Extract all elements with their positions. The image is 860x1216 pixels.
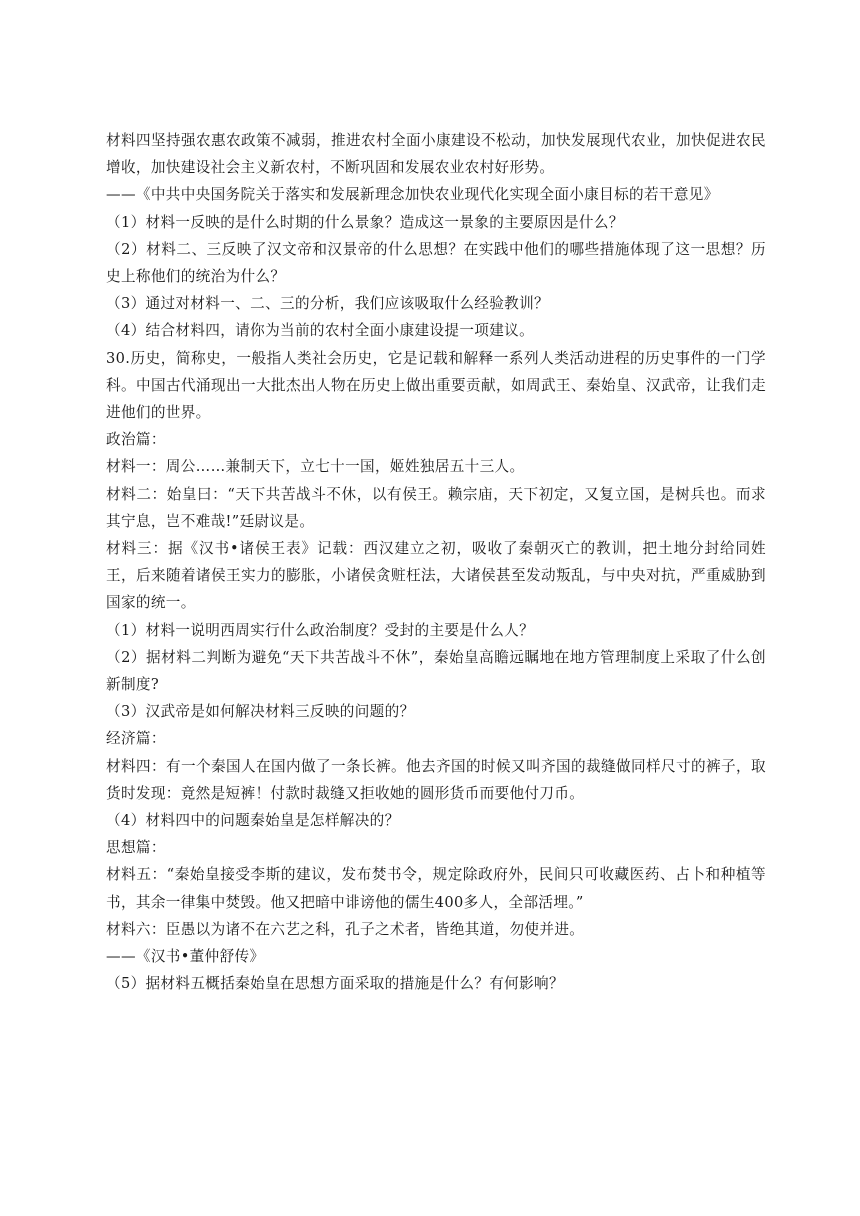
thought-material-5: 材料五：“秦始皇接受李斯的建议，发布焚书令，规定除政府外，民间只可收藏医药、占卜和种植等书，其余一律集中焚毁。他又把暗中诽谤他的儒生400多人，全部活埋。”: [106, 866, 766, 911]
politics-question-2: （2）据材料二判断为避免“天下共苦战斗不休”，秦始皇高瞻远瞩地在地方管理制度上采取了什么创新制度?: [106, 648, 766, 694]
politics-material-1: 材料一：周公……兼制天下，立七十一国，姬姓独居五十三人。: [106, 458, 525, 476]
question-4: （4）结合材料四，请你为当前的农村全面小康建设提一项建议。: [106, 322, 535, 340]
question-2: （2）材料二、三反映了汉文帝和汉景帝的什么思想？在实践中他们的哪些措施体现了这一思想？历史上称他们的统治为什么？: [106, 240, 766, 286]
economy-material-4: 材料四：有一个秦国人在国内做了一条长裤。他去齐国的时候又叫齐国的裁缝做同样尺寸的裤子，取货时发现：竟然是短裤！付款时裁缝又拒收她的圆形货币而要他付刀币。: [106, 757, 766, 802]
question-3: （3）通过对材料一、二、三的分析，我们应该吸取什么经验教训？: [106, 295, 550, 313]
politics-material-2: 材料二：始皇曰：“天下共苦战斗不休，以有侯王。赖宗庙，天下初定，又复立国，是树兵也。而求其宁息，岂不难哉!”廷尉议是。: [106, 485, 766, 530]
section-economy-heading: 经济篇：: [106, 730, 166, 748]
section-politics-heading: 政治篇：: [106, 431, 166, 449]
thought-material-6-source: ——《汉书•董仲舒传》: [106, 948, 265, 966]
politics-question-3: （3）汉武帝是如何解决材料三反映的问题的？: [106, 703, 415, 721]
section-thought-heading: 思想篇：: [106, 839, 166, 857]
economy-question-4: （4）材料四中的问题秦始皇是怎样解决的？: [106, 812, 400, 830]
material-4-paragraph: 材料四坚持强农惠农政策不减弱，推进农村全面小康建设不松动，加快发展现代农业，加快促进农民增收，加快建设社会主义新农村，不断巩固和发展农业农村好形势。: [106, 132, 766, 177]
thought-material-6: 材料六：臣愚以为诸不在六艺之科，孔子之术者，皆绝其道，勿使并进。: [106, 920, 585, 938]
question-1: （1）材料一反映的是什么时期的什么景象？造成这一景象的主要原因是什么？: [106, 213, 624, 231]
item-30-intro: 30.历史，简称史，一般指人类社会历史，它是记载和解释一系列人类活动进程的历史事件的一门学科。中国古代涌现出一大批杰出人物在历史上做出重要贡献，如周武王、秦始皇、汉武帝，让我们走进他们的世界。: [106, 349, 766, 422]
document-body: [106, 127, 766, 998]
politics-question-1: （1）材料一说明西周实行什么政治制度？受封的主要是什么人？: [106, 621, 535, 639]
thought-question-5: （5）据材料五概括秦始皇在思想方面采取的措施是什么？有何影响？: [106, 975, 564, 993]
material-4-source: ——《中共中央国务院关于落实和发展新理念加快农业现代化实现全面小康目标的若干意见》: [106, 186, 719, 204]
politics-material-3: 材料三：据《汉书•诸侯王表》记载：西汉建立之初，吸收了秦朝灭亡的教训，把土地分封给同姓王，后来随着诸侯王实力的膨胀，小诸侯贪赃枉法，大诸侯甚至发动叛乱，与中央对抗，严重威胁到国家的统一。: [106, 540, 766, 612]
